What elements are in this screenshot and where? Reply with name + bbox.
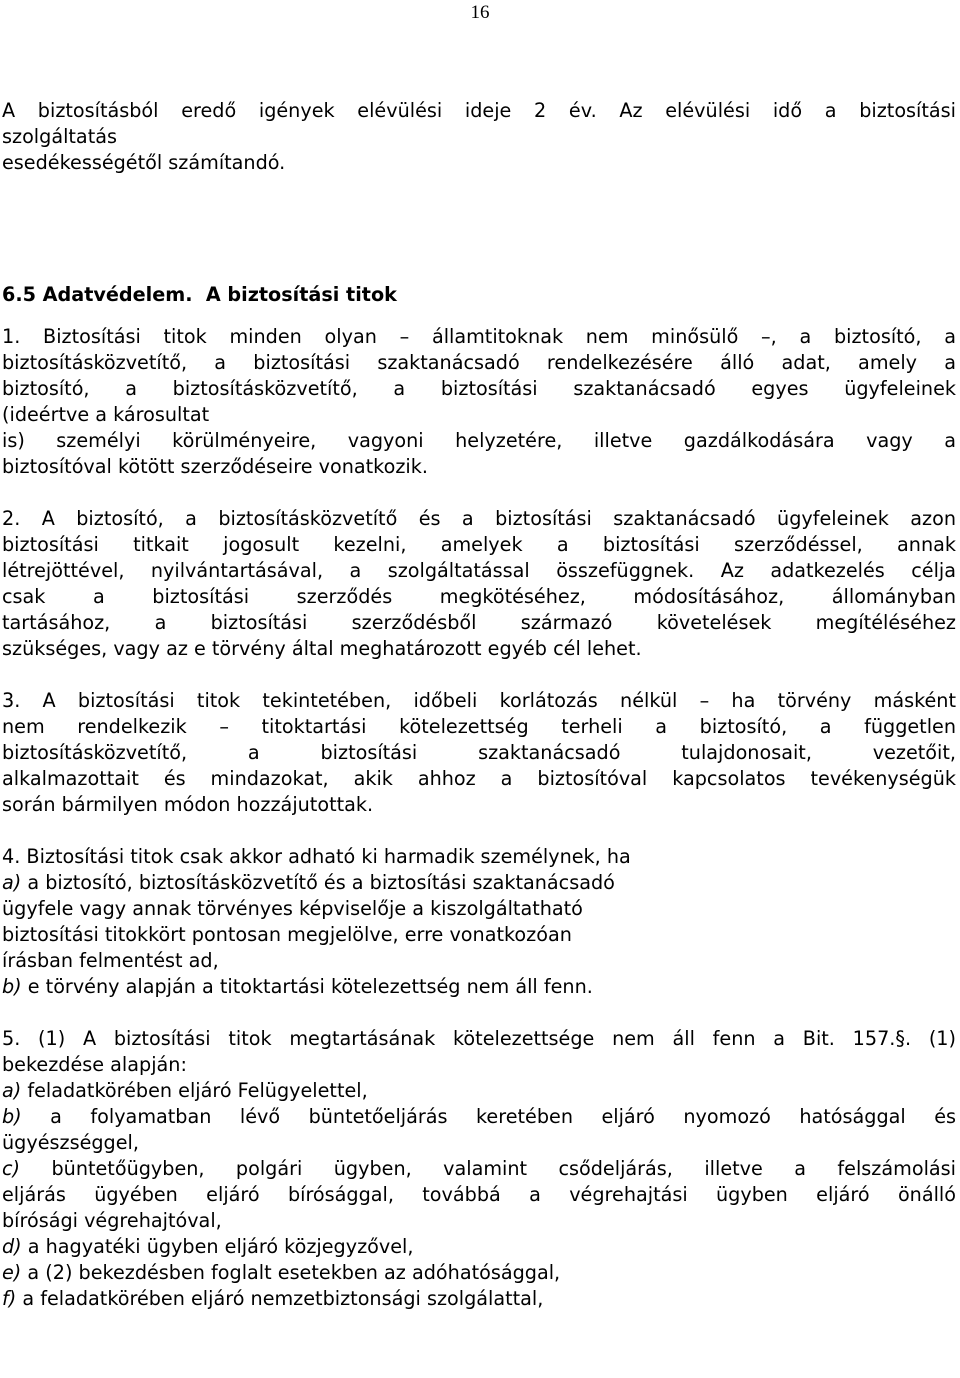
item-text: a hagyatéki ügyben eljáró közjegyzővel, xyxy=(21,1235,414,1258)
p1-line: biztosító, a biztosításközvetítő, a biztosítási szaktanácsadó egyes ügyfeleinek xyxy=(2,377,956,400)
p5-item-c-line: bírósági végrehajtóval, xyxy=(2,1209,222,1232)
p1-line: (ideértve a károsultat xyxy=(2,403,210,426)
item-label: b) xyxy=(2,975,22,998)
p3-line: során bármilyen módon hozzájutottak. xyxy=(2,793,374,816)
item-text: feladatkörében eljáró Felügyelettel, xyxy=(21,1079,368,1102)
p5-item-f xyxy=(2,1286,956,1312)
p5-item-a xyxy=(2,1078,956,1104)
intro-line-1: A biztosításból eredő igények elévülési ideje 2 év. Az elévülési idő a biztosítási xyxy=(2,99,956,122)
p4-item-a-line: ügyfele vagy annak törvényes képviselője a kiszolgáltatható xyxy=(2,897,583,920)
p5-intro-line: 5. (1) A biztosítási titok megtartásának kötelezettsége nem áll fenn a Bit. 157.§. (1) xyxy=(2,1027,956,1050)
paragraph-5 xyxy=(2,1026,956,1312)
p1-line: biztosítóval kötött szerződéseire vonatkozik. xyxy=(2,455,428,478)
item-label: f) xyxy=(2,1287,17,1310)
p5-item-b xyxy=(2,1104,956,1130)
p4-intro: 4. Biztosítási titok csak akkor adható ki harmadik személynek, ha xyxy=(2,845,631,868)
paragraph-1 xyxy=(2,324,956,480)
item-text: a (2) bekezdésben foglalt esetekben az adóhatósággal, xyxy=(21,1261,561,1284)
p5-intro-line: bekezdése alapján: xyxy=(2,1053,187,1076)
p2-line: biztosítási titkait jogosult kezelni, amelyek a biztosítási szerződéssel, annak xyxy=(2,533,956,556)
paragraph-2 xyxy=(2,506,956,662)
p2-line: létrejöttével, nyilvántartásával, a szolgáltatással összefüggnek. Az adatkezelés célja xyxy=(2,559,956,582)
intro-paragraph xyxy=(2,98,956,176)
item-text: büntetőügyben, polgári ügyben, valamint csődeljárás, illetve a felszámolási xyxy=(20,1157,956,1180)
item-text: a feladatkörében eljáró nemzetbiztonsági szolgálattal, xyxy=(16,1287,544,1310)
p2-line: szükséges, vagy az e törvény által meghatározott egyéb cél lehet. xyxy=(2,637,642,660)
p2-line: 2. A biztosító, a biztosításközvetítő és a biztosítási szaktanácsadó ügyfeleinek azon xyxy=(2,507,956,530)
p5-item-b-line: ügyészséggel, xyxy=(2,1131,139,1154)
p4-item-a xyxy=(2,870,956,896)
p1-line: biztosításközvetítő, a biztosítási szaktanácsadó rendelkezésére álló adat, amely a xyxy=(2,351,956,374)
p3-line: biztosításközvetítő, a biztosítási szaktanácsadó tulajdonosait, vezetőit, xyxy=(2,741,956,764)
p2-line: csak a biztosítási szerződés megkötéséhez, módosításához, állományban xyxy=(2,585,956,608)
p1-line: 1. Biztosítási titok minden olyan – államtitoknak nem minősülő –, a biztosító, a xyxy=(2,325,956,348)
p4-item-a-line: írásban felmentést ad, xyxy=(2,949,219,972)
item-label: a) xyxy=(2,1079,22,1102)
p3-line: 3. A biztosítási titok tekintetében, időbeli korlátozás nélkül – ha törvény másként xyxy=(2,689,956,712)
p5-item-c-line: eljárás ügyében eljáró bírósággal, továbbá a végrehajtási ügyben eljáró önálló xyxy=(2,1183,956,1206)
page-number: 16 xyxy=(470,2,490,23)
p4-item-a-line: biztosítási titokkört pontosan megjelölve, erre vonatkozóan xyxy=(2,923,572,946)
item-label: c) xyxy=(2,1157,21,1180)
p1-line: is) személyi körülményeire, vagyoni helyzetére, illetve gazdálkodására vagy a xyxy=(2,429,956,452)
item-label: d) xyxy=(2,1235,22,1258)
p3-line: alkalmazottait és mindazokat, akik ahhoz a biztosítóval kapcsolatos tevékenységük xyxy=(2,767,956,790)
p5-item-c xyxy=(2,1156,956,1182)
p2-line: tartásához, a biztosítási szerződésből származó követelések megítéléséhez xyxy=(2,611,956,634)
item-text: e törvény alapján a titoktartási kötelezettség nem áll fenn. xyxy=(21,975,593,998)
paragraph-4 xyxy=(2,844,956,1000)
p5-item-e xyxy=(2,1260,956,1286)
intro-line-2: szolgáltatás xyxy=(2,125,117,148)
paragraph-3 xyxy=(2,688,956,818)
item-label: e) xyxy=(2,1261,22,1284)
p5-item-d xyxy=(2,1234,956,1260)
p4-item-b xyxy=(2,974,956,1000)
item-label: a) xyxy=(2,871,22,894)
section-heading: 6.5 Adatvédelem. A biztosítási titok xyxy=(2,283,397,306)
p3-line: nem rendelkezik – titoktartási kötelezettség terheli a biztosító, a független xyxy=(2,715,956,738)
item-label: b) xyxy=(2,1105,22,1128)
document-body xyxy=(2,98,956,1312)
intro-line-3: esedékességétől számítandó. xyxy=(2,151,286,174)
item-text: a folyamatban lévő büntetőeljárás keretében eljáró nyomozó hatósággal és xyxy=(21,1105,956,1128)
item-text: a biztosító, biztosításközvetítő és a biztosítási szaktanácsadó xyxy=(21,871,615,894)
